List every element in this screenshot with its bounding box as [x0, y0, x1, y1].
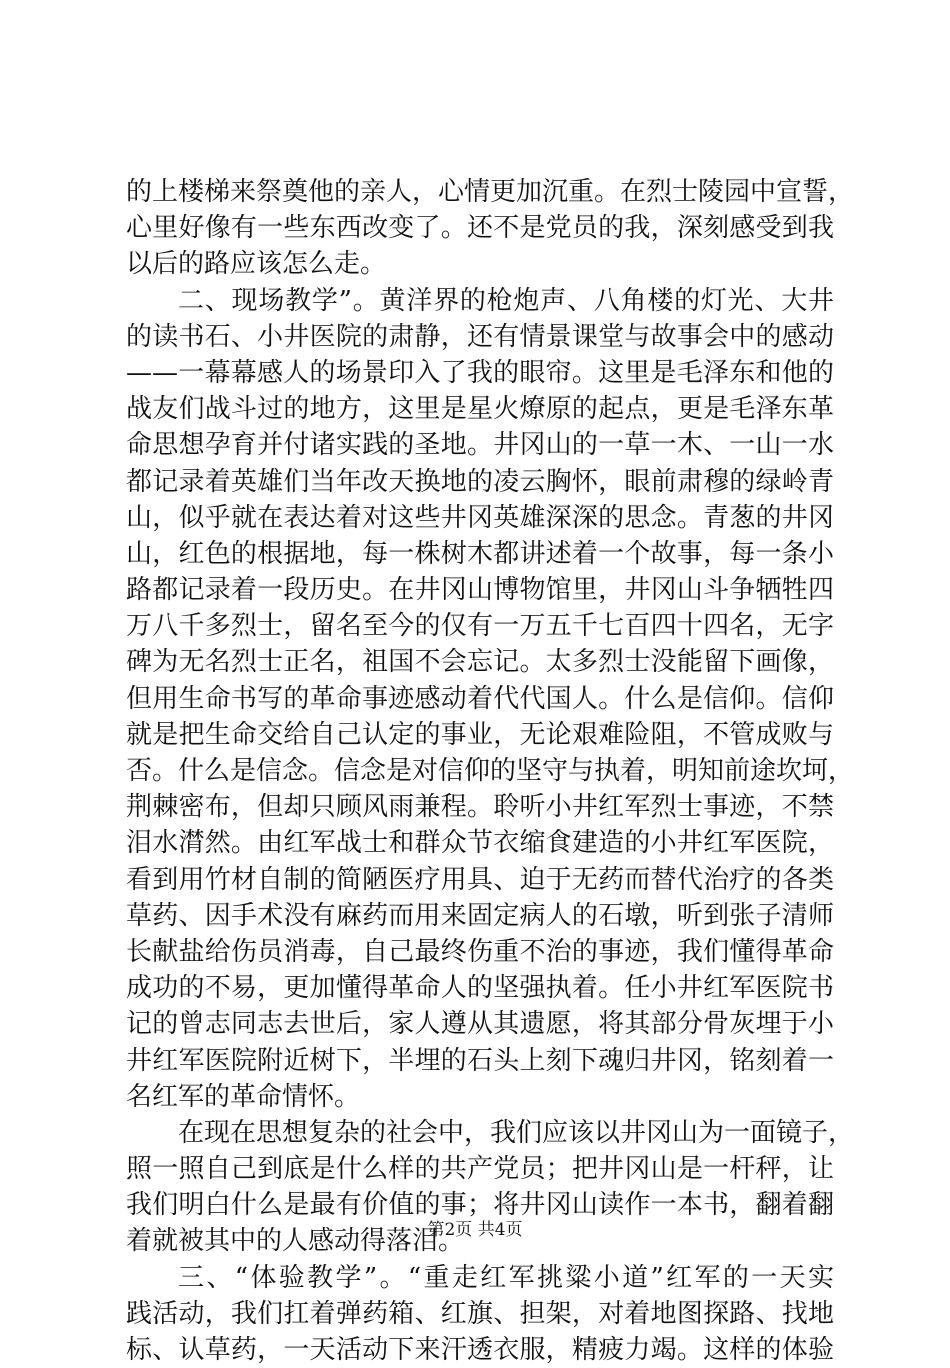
text-line: 否。什么是信念。信念是对信仰的坚守与执着，明知前途坎坷，	[126, 756, 855, 786]
document-body	[126, 174, 855, 1368]
text-line: 的上楼梯来祭奠他的亲人，心情更加沉重。在烈士陵园中宣誓，	[126, 177, 855, 207]
text-line: 践活动，我们扛着弹药箱、红旗、担架，对着地图探路、找地	[126, 1298, 834, 1329]
text-line: 我们明白什么是最有价值的事；将井冈山读作一本书，翻着翻	[126, 1190, 834, 1221]
text-line: 以后的路应该怎么走。	[126, 249, 387, 280]
text-line: 就是把生命交给自己认定的事业，无论艰难险阻，不管成败与	[126, 719, 834, 750]
text-line: 泪水潸然。由红军战士和群众节衣缩食建造的小井红军医院，	[126, 828, 834, 859]
text-line: 名红军的革命情怀。	[126, 1081, 361, 1112]
text-line: 着就被其中的人感动得落泪。	[126, 1226, 465, 1257]
text-line: 山，似乎就在表达着对这些井冈英雄深深的思念。青葱的井冈	[126, 502, 834, 533]
text-line: 成功的不易，更加懂得革命人的坚强执着。任小井红军医院书	[126, 973, 834, 1004]
text-line: ——一幕幕感人的场景印入了我的眼帘。这里是毛泽东和他的	[126, 357, 834, 388]
text-line: 长献盐给伤员消毒，自己最终伤重不治的事迹，我们懂得革命	[126, 936, 834, 967]
text-line: 井红军医院附近树下，半埋的石头上刻下魂归井冈，铭刻着一	[126, 1045, 834, 1076]
text-line: 的读书石、小井医院的肃静，还有情景课堂与故事会中的感动	[126, 321, 834, 352]
text-line: 标、认草药，一天活动下来汗透衣服，精疲力竭。这样的体验	[126, 1335, 834, 1365]
text-line: 记的曾志同志去世后，家人遵从其遗愿，将其部分骨灰埋于小	[126, 1009, 834, 1040]
text-line: 荆棘密布，但却只顾风雨兼程。聆听小井红军烈士事迹，不禁	[126, 792, 834, 823]
text-line: 三、“体验教学”。“重走红军挑粱小道”红军的一天实	[178, 1262, 834, 1293]
text-line: 但用生命书写的革命事迹感动着代代国人。什么是信仰。信仰	[126, 683, 834, 714]
page-number-label: 第2页 共4页	[427, 1220, 523, 1240]
text-line: 路都记录着一段历史。在井冈山博物馆里，井冈山斗争牺牲四	[126, 575, 834, 606]
text-line: 在现在思想复杂的社会中，我们应该以井冈山为一面镜子，	[178, 1117, 855, 1148]
text-line: 万八千多烈士，留名至今的仅有一万五千七百四十四名，无字	[126, 611, 834, 642]
text-line: 命思想孕育并付诸实践的圣地。井冈山的一草一木、一山一水	[126, 430, 834, 461]
page-footer	[0, 1215, 950, 1240]
text-line: 看到用竹材自制的简陋医疗用具、迫于无药而替代治疗的各类	[126, 864, 834, 895]
text-line: 都记录着英雄们当年改天换地的凌云胸怀，眼前肃穆的绿岭青	[126, 466, 834, 497]
text-line: 心里好像有一些东西改变了。还不是党员的我，深刻感受到我	[126, 213, 834, 244]
text-line: 战友们战斗过的地方，这里是星火燎原的起点，更是毛泽东革	[126, 394, 834, 425]
text-line: 草药、因手术没有麻药而用来固定病人的石墩，听到张子清师	[126, 900, 834, 931]
text-line: 二、现场教学”。黄洋界的枪炮声、八角楼的灯光、大井	[178, 285, 834, 316]
text-line: 碑为无名烈士正名，祖国不会忘记。太多烈士没能留下画像，	[126, 647, 834, 678]
text-line: 照一照自己到底是什么样的共产党员；把井冈山是一杆秤，让	[126, 1154, 834, 1185]
text-line: 山，红色的根据地，每一株树木都讲述着一个故事，每一条小	[126, 538, 834, 569]
